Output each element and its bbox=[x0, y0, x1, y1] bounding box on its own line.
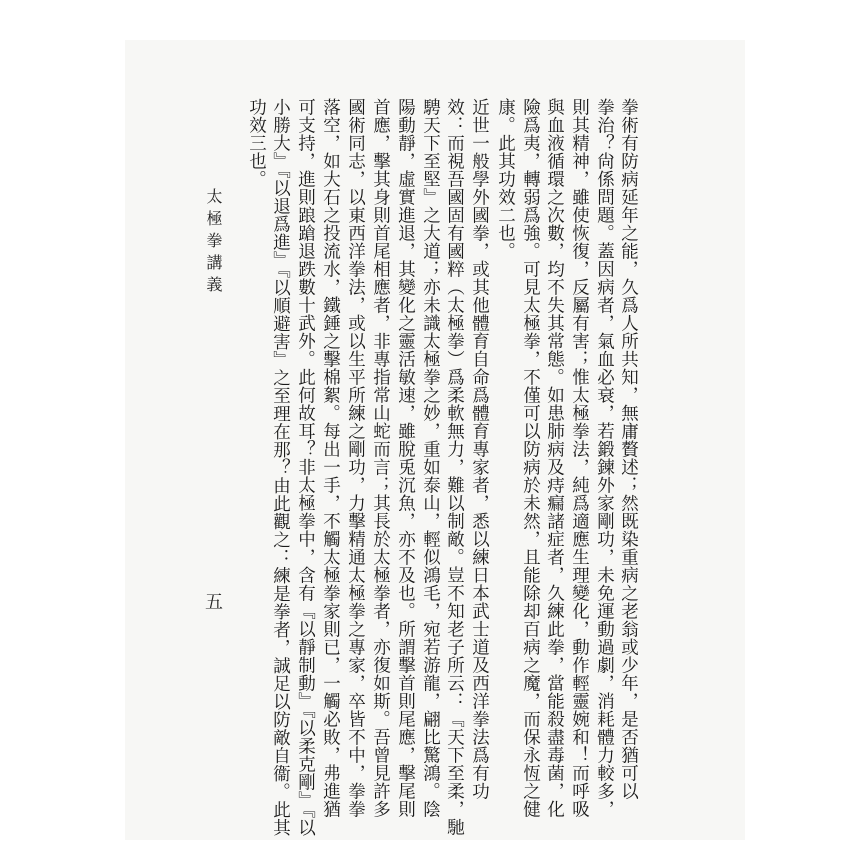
text-column-12: 國術同志，以東西洋拳法，或以生平所練之剛功，力擊精通太極拳之專家，卒皆不中，拳拳 bbox=[345, 98, 366, 818]
text-column-6: 康。此其功效二也。 bbox=[495, 98, 516, 260]
text-column-5: 險爲夷，轉弱爲強。可見太極拳，不僅可以防病於未然，且能除却百病之魔，而保永恆之健 bbox=[520, 98, 541, 818]
text-column-13: 落空，如大石之投流水，鐵錘之擊棉絮。每出一手，不觸太極拳家則已，一觸必敗，弗進猶 bbox=[320, 98, 341, 818]
text-column-8: 效：而視吾國固有國粹（太極拳）爲柔軟無力，難以制敵。豈不知老子所云：『天下至柔，馳 bbox=[444, 98, 465, 836]
running-title: 太極拳講義 bbox=[204, 188, 223, 298]
text-column-11: 首應，擊其身則首尾相應者，非專指常山蛇而言；其長於太極拳者，亦復如斯。吾曾見許多 bbox=[370, 98, 391, 818]
text-column-14: 可支持，進則踉蹌退跌數十武外。此何故耳？非太極拳中，含有『以靜制動』『以柔克剛』『以 bbox=[295, 98, 316, 837]
text-column-7: 近世一般學外國拳，或其他體育自命爲體育專家者，悉以練日本武士道及西洋拳法爲有功 bbox=[469, 98, 490, 800]
text-column-4: 與血液循環之次數，均不失其常態。如患肺病及痔瘺諸症者，久練此拳，當能殺盡毒菌，化 bbox=[544, 98, 565, 818]
page-number: 五 bbox=[202, 592, 223, 610]
text-column-3: 則其精神，雖使恢復，反屬有害；惟太極拳法，純爲適應生理變化，動作輕靈婉和！而呼吸 bbox=[569, 98, 590, 818]
text-column-2: 拳治？尙係問題。蓋因病者，氣血必衰，若鍛鍊外家剛功，未免運動過劇，消耗體力較多， bbox=[594, 98, 615, 818]
text-column-16: 功效三也。 bbox=[246, 98, 267, 188]
text-column-15: 小勝大』『以退爲進』『以順避害』之至理在那？由此觀之：練是拳者，誠足以防敵自衞。此其 bbox=[270, 98, 291, 837]
text-column-9: 騁天下至堅』之大道；亦未識太極拳之妙，重如泰山，輕似鴻毛，宛若游龍，翩比驚鴻。陰 bbox=[420, 98, 441, 818]
text-column-10: 陽動靜，虛實進退，其變化之靈活敏速，雖脫兎沉魚，亦不及也。所謂擊首則尾應，擊尾則 bbox=[395, 98, 416, 818]
text-column-1: 拳術有防病延年之能，久爲人所共知，無庸贅述；然既染重病之老翁或少年，是否猶可以 bbox=[618, 98, 639, 800]
book-page bbox=[125, 40, 745, 840]
